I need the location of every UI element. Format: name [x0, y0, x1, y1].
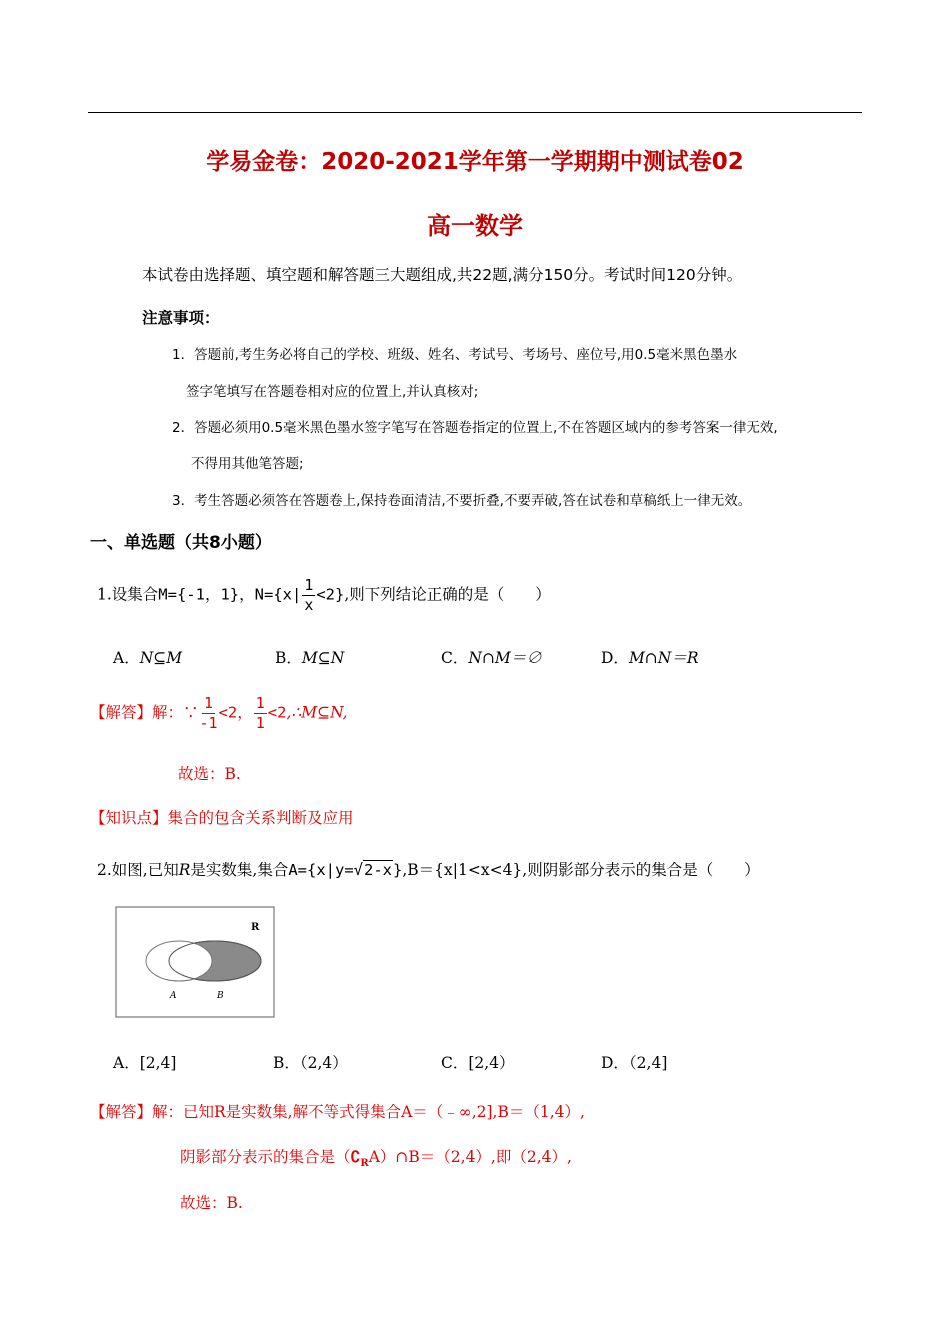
- q1-sol-f1-den: -1: [199, 714, 218, 732]
- q1-option-b: [275, 646, 344, 668]
- q1-option-d-text: M∩N＝R: [628, 649, 699, 667]
- q1-option-c: [441, 646, 542, 668]
- section-heading: 一、单选题（共8小题）: [90, 533, 272, 553]
- q1-set-n-tail: <2}: [316, 585, 345, 604]
- q2-suffix: ,则阴影部分表示的集合是（ ）: [522, 861, 760, 879]
- q1-option-d-label: D．: [601, 649, 629, 667]
- venn-diagram: [115, 906, 275, 1018]
- venn-label-b: B: [217, 991, 224, 1001]
- venn-label-a: A: [170, 991, 177, 1001]
- q2-r: R: [178, 861, 191, 879]
- q1-sol-f2-tail: <2: [267, 703, 287, 722]
- q2-set-a-tail: }: [393, 861, 403, 879]
- q2-set-a-lead: A={x|y=: [288, 861, 354, 879]
- notice-item-3: 3．考生答题必须答在答题卷上,保持卷面清洁,不要折叠,不要弄破,答在试卷和草稿纸上一律无效。: [172, 493, 752, 509]
- q1-sol-f2-num: 1: [255, 694, 265, 712]
- q1-sol-conclusion: ,∴M⊆N,: [286, 703, 348, 722]
- q1-sol-f1-num: 1: [204, 694, 214, 712]
- q2-option-c: C．[2,4）: [441, 1054, 515, 1072]
- q1-option-d: [601, 646, 699, 668]
- header-rule: [88, 112, 862, 113]
- q1-frac-den: x: [304, 596, 314, 614]
- q1-prefix: 1.设集合: [97, 585, 159, 604]
- q1-sol-fraction-1: [200, 696, 218, 731]
- q2-solution-line-2: [180, 1145, 572, 1169]
- venn-label-r: R: [251, 922, 260, 933]
- page-subtitle: 高一数学: [427, 212, 523, 240]
- q1-option-c-text: N∩M＝∅: [468, 649, 542, 667]
- q2-sol-tail: A）∩B＝（2,4）,即（2,4）,: [368, 1148, 572, 1166]
- q1-frac-num: 1: [304, 576, 314, 594]
- q1-knowledge: 【知识点】集合的包含关系判断及应用: [90, 809, 354, 827]
- q1-sep: ，: [239, 585, 255, 604]
- q2-choose: 故选：B.: [180, 1194, 243, 1212]
- notice-item-2-cont: 不得用其他笔答题;: [191, 456, 304, 472]
- question-2: [97, 858, 760, 880]
- q1-sol-fraction-2: [254, 696, 267, 731]
- q1-set-n-lead: N={x|: [254, 585, 302, 604]
- q2-set-b: ,B＝{x|1<x<4}: [402, 861, 523, 879]
- q1-sol-f2-den: 1: [255, 714, 265, 732]
- q1-choose: 故选：B.: [178, 765, 241, 783]
- q1-suffix: ,则下列结论正确的是（ ）: [344, 585, 551, 604]
- q1-option-b-label: B．: [275, 649, 302, 667]
- notice-title: 注意事项：: [142, 309, 220, 327]
- q1-fraction: [302, 578, 315, 613]
- q2-option-b: B．（2,4）: [273, 1054, 348, 1072]
- notice-item-2: 2．答题必须用0.5毫米黑色墨水签字笔写在答题卷指定的位置上,不在答题区域内的参考答案一律无效,: [172, 420, 778, 436]
- q2-option-a: A．[2,4]: [113, 1054, 177, 1072]
- q1-sol-f1-tail: <2，: [218, 703, 253, 722]
- q1-solution-tag: 【解答】解：∵: [90, 703, 199, 722]
- q1-option-c-label: C．: [441, 649, 469, 667]
- q1-option-a-text: N⊆M: [139, 649, 183, 667]
- q2-sol-complement: ∁: [350, 1147, 361, 1166]
- q1-solution: [90, 696, 348, 731]
- q2-prefix: 2.如图,已知: [97, 861, 179, 879]
- notice-item-1-cont: 签字笔填写在答题卷相对应的位置上,并认真核对;: [186, 384, 479, 400]
- q1-option-b-text: M⊆N: [301, 649, 345, 667]
- question-1: [97, 578, 551, 613]
- notice-item-1: 1．答题前,考生务必将自己的学校、班级、姓名、考试号、考场号、座位号,用0.5毫米黑色墨水: [172, 347, 738, 363]
- q2-mid: 是实数集,集合: [190, 861, 289, 879]
- q1-set-m: M={-1，1}: [158, 585, 240, 604]
- q1-option-a: [113, 646, 182, 668]
- q2-sol-lead: 阴影部分表示的集合是（: [180, 1148, 351, 1166]
- intro-text: 本试卷由选择题、填空题和解答题三大题组成,共22题,满分150分。考试时间120分钟。: [142, 266, 743, 284]
- q2-set-a-radicand: 2-x: [364, 861, 392, 879]
- page-title: 学易金卷：2020-2021学年第一学期期中测试卷02: [206, 149, 744, 175]
- q2-sol-complement-sub: R: [360, 1158, 369, 1170]
- venn-set-a: [146, 941, 212, 981]
- q2-solution-line-1: 【解答】解：已知R是实数集,解不等式得集合A＝（﹣∞,2],B＝（1,4）,: [90, 1103, 585, 1121]
- q2-sqrt-sign: √: [353, 861, 363, 879]
- q1-option-a-label: A．: [113, 649, 140, 667]
- q2-option-d: D．（2,4]: [601, 1054, 668, 1072]
